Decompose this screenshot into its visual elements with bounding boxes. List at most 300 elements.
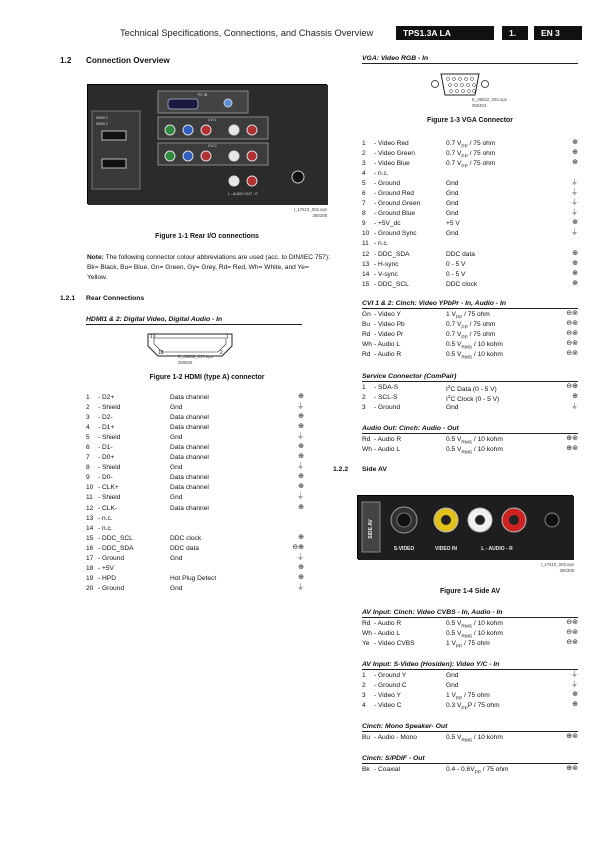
value-subscript: RMS	[461, 355, 473, 361]
pin-value: DDC clock	[446, 280, 478, 288]
pin-name: - DDC_SCL	[374, 280, 409, 288]
table-row	[362, 403, 578, 413]
pin-name: - Ground	[374, 180, 401, 188]
pin-description: DDC data	[170, 544, 199, 552]
table-row	[86, 413, 308, 423]
pin-name: - Audio R	[374, 436, 402, 443]
pin-name: - Ground Blue	[374, 210, 416, 218]
figure-1-3-caption: Figure 1-3 VGA Connector	[427, 117, 513, 124]
figure-1-4-id: I_17610_003.eps 280308	[540, 562, 574, 573]
hdmi-pin-table	[86, 393, 308, 594]
pin-name: - Video CVBS	[374, 640, 415, 648]
pin-description: Gnd	[170, 554, 183, 562]
pin-number: 10	[86, 484, 94, 492]
pin-number: Rd	[362, 620, 371, 627]
pin-name: - CLK-	[98, 504, 118, 512]
gnd-icon: ⏚	[297, 463, 304, 471]
pin-name: - Ground	[374, 404, 401, 412]
pin-name: - Audio L	[374, 446, 401, 454]
pin-name: - Video Y	[374, 311, 401, 318]
pin-number: 3	[362, 160, 366, 168]
value-subscript: 2	[447, 395, 451, 401]
svg-text:VIDEO IN: VIDEO IN	[435, 546, 457, 552]
gnd-icon: ⏚	[571, 189, 578, 197]
value-subscript: 2	[447, 385, 451, 390]
pin-name: - DDC_SDA	[98, 544, 134, 552]
gnd-icon: ⏚	[297, 433, 304, 441]
side-av-photo	[357, 495, 573, 559]
pin-name: - Shield	[98, 494, 121, 502]
pin-number: 18	[86, 564, 94, 572]
pin-number: Bu	[362, 321, 371, 329]
in-out-icon: ⊕	[572, 149, 578, 157]
pin-number: 11	[86, 494, 93, 502]
pin-value: $I_2C$ Clock (0 - 5 V)	[446, 395, 500, 404]
pin-value: Gnd	[446, 180, 459, 188]
pin-number: 1	[86, 394, 90, 401]
value-subscript: PP	[461, 144, 468, 150]
table-row	[362, 681, 578, 691]
in-out-icon: ⊕	[572, 393, 578, 401]
table-row	[362, 765, 578, 775]
pin-name: - Ground Green	[374, 200, 421, 208]
table-row	[86, 433, 308, 443]
pin-number: 11	[362, 240, 369, 248]
pin-number: 13	[362, 260, 370, 268]
pin-number: 12	[86, 504, 94, 512]
pin-number: Bk	[362, 766, 370, 773]
table-row	[362, 149, 578, 159]
hdmi-heading: HDMI1 & 2: Digital Video, Digital Audio - In	[86, 316, 223, 323]
gnd-icon: ⏚	[297, 583, 304, 591]
pin-name: - Audio R	[374, 620, 402, 627]
table-row	[86, 574, 308, 584]
pin-value: 0.7 $V_{PP} / 75$ ohm	[446, 331, 496, 341]
pin-number: 19	[86, 574, 94, 582]
gnd-icon: ⏚	[571, 403, 578, 411]
value-subscript: RMS	[461, 624, 473, 630]
side-av-drawing	[358, 496, 574, 560]
pin-value: 1 $V_{PP} / 75$ ohm	[446, 311, 490, 321]
pin-description: DDC clock	[170, 534, 202, 542]
svideo-heading-rule	[362, 669, 578, 670]
table-row	[362, 159, 578, 169]
spdif-heading-rule	[362, 763, 578, 764]
pin-number: 9	[86, 474, 90, 482]
jack-out-icon: ⊕⊚	[566, 435, 578, 442]
svg-text:S-VIDEO: S-VIDEO	[393, 546, 415, 552]
table-row	[86, 554, 308, 564]
section-title-side-av: Side AV	[362, 466, 387, 473]
svg-text:SIDE AV: SIDE AV	[368, 519, 374, 539]
in-out-icon: ⊕	[298, 453, 304, 461]
value-subscript: PP	[461, 706, 468, 712]
jack-in-icon: ⊖⊚	[566, 310, 578, 317]
pin-name: - n.c.	[374, 240, 389, 248]
value-subscript: PP	[461, 164, 468, 170]
pin-name: - Video Blue	[374, 160, 410, 168]
value-subscript: PP	[461, 154, 468, 160]
spdif-pin-table	[362, 765, 578, 775]
pin-description: Gnd	[170, 464, 183, 472]
in-out-icon: ⊕	[572, 139, 578, 146]
pin-number: 13	[86, 514, 94, 522]
pin-name: - Ground	[98, 584, 125, 592]
gnd-icon: ⏚	[571, 209, 578, 217]
pin-number: 14	[86, 524, 94, 532]
table-row	[362, 350, 578, 360]
pin-number: Rd	[362, 436, 371, 443]
pin-name: - V-sync	[374, 270, 398, 278]
in-out-icon: ⊕	[298, 443, 304, 451]
section-number-1-2-1: 1.2.1	[60, 295, 76, 302]
table-row	[86, 504, 308, 514]
pin-name: - Video Pr	[374, 331, 404, 339]
in-out-icon: ⊕	[298, 393, 304, 400]
table-row	[86, 463, 308, 473]
pin-number: 1	[362, 672, 366, 679]
value-subscript: PP	[455, 696, 463, 702]
table-row	[86, 423, 308, 433]
table-row	[362, 619, 578, 629]
in-out-icon: ⊕	[298, 483, 304, 491]
pin-number: Wh	[362, 630, 372, 638]
pin-number: 15	[362, 280, 370, 288]
pin-value: Gnd	[446, 682, 459, 690]
table-row	[86, 473, 308, 483]
pin-value: 0.7 $V_{PP} / 75$ ohm	[446, 150, 496, 160]
jack-in-icon: ⊖⊚	[566, 639, 578, 647]
pin-value: 0.7 $V_{PP} / 75$ ohm	[446, 160, 496, 170]
pin-number: 17	[86, 554, 94, 562]
pin-number: 20	[86, 584, 94, 592]
pin-description: Gnd	[170, 494, 183, 502]
colour-note: Note: The following connector colour abbreviations are used (acc. to DIN/IEC 757): Bk= Black, Bu= Blue, Gn= Green, Gy= Grey, Rd= Red, Wh= White, and Ye= Yellow.	[87, 254, 330, 281]
pin-number: 2	[86, 404, 90, 412]
table-row	[362, 209, 578, 219]
rear-io-photo	[87, 84, 327, 204]
pin-value: Gnd	[446, 210, 459, 218]
pin-name: - Audio R	[374, 351, 402, 359]
pin-name: - +5V_dc	[374, 220, 401, 228]
pin-description: Data channel	[170, 504, 209, 512]
pin-number: Bu	[362, 734, 371, 741]
pin-description: Data channel	[170, 474, 209, 482]
table-row	[362, 671, 578, 681]
pin-description: Data channel	[170, 394, 209, 401]
table-row	[362, 310, 578, 320]
pin-name: - Coaxial	[374, 766, 401, 773]
hdmi-heading-rule	[86, 324, 302, 325]
service-pin-table	[362, 383, 578, 413]
pin-value: 0.5 $V_{RMS} / 10$ kohm	[446, 436, 503, 446]
table-row	[86, 524, 308, 534]
pin-value: 0.5 $V_{RMS} / 10$ kohm	[446, 446, 503, 456]
pin-number: 3	[362, 692, 366, 700]
svg-text:PC IN: PC IN	[198, 93, 208, 97]
pin-number: 4	[362, 702, 366, 710]
pin-number: 14	[362, 270, 370, 278]
pin-description: Data channel	[170, 444, 209, 452]
pin-name: - Shield	[98, 404, 121, 412]
gnd-icon: ⏚	[571, 229, 578, 237]
mono-pin-table	[362, 733, 578, 743]
pin-name: - D0-	[98, 474, 113, 482]
pin-number: Wh	[362, 341, 372, 349]
table-row	[362, 250, 578, 260]
pin-value: 0.5 $V_{RMS} / 10$ kohm	[446, 630, 503, 640]
pin-name: - DDC_SDA	[374, 250, 410, 258]
pin-name: - Audio L	[374, 341, 401, 349]
table-row	[362, 320, 578, 330]
pin-value: 0.5 $V_{RMS} / 10$ kohm	[446, 341, 503, 351]
table-row	[362, 260, 578, 270]
pin-name: - SDA-S	[374, 384, 399, 391]
av-input-pin-table	[362, 619, 578, 649]
pin-value: Gnd	[446, 190, 459, 198]
gnd-icon: ⏚	[571, 199, 578, 207]
value-subscript: RMS	[461, 345, 473, 351]
pin-name: - Ground Red	[374, 190, 414, 198]
in-out-icon: ⊕	[572, 249, 578, 257]
jack-in-icon: ⊖⊚	[566, 320, 578, 328]
pin-value: +5 V	[446, 220, 460, 228]
hdmi-connector-diagram: 19 1 18 2	[140, 330, 240, 364]
table-row	[362, 169, 578, 179]
pin-value: DDC data	[446, 250, 475, 258]
in-out-icon: ⊕	[572, 269, 578, 277]
in-out-icon: ⊕	[298, 473, 304, 481]
bidir-icon: ⊖⊕	[292, 543, 304, 551]
vga-heading: VGA: Video RGB - In	[362, 55, 429, 62]
in-out-icon: ⊕	[572, 691, 578, 699]
pin-number: 6	[86, 444, 90, 452]
in-out-icon: ⊕	[298, 423, 304, 431]
pin-number: 1	[362, 384, 366, 391]
pin-number: 16	[86, 544, 94, 552]
in-out-icon: ⊕	[298, 413, 304, 421]
pin-description: Hot Plug Detect	[170, 574, 217, 582]
pin-name: - D0+	[98, 454, 115, 462]
pin-name: - Video C	[374, 702, 402, 710]
pin-number: 8	[86, 464, 90, 472]
table-row	[362, 733, 578, 743]
pin-name: - D2+	[98, 394, 115, 401]
pin-name: - +5V	[98, 564, 114, 572]
pin-name: - Video Red	[374, 140, 409, 147]
header-page-tag: EN 3	[534, 26, 582, 40]
jack-out-icon: ⊕⊚	[566, 765, 578, 772]
figure-1-1-id: I_17610_002.eps 280308	[293, 207, 327, 218]
in-out-icon: ⊕	[572, 259, 578, 267]
pin-value: $0.4 - 0.6V_{PP} / 75$ ohm	[446, 766, 509, 776]
table-row	[362, 629, 578, 639]
pin-value: 0 - 5 V	[446, 270, 466, 278]
pin-name: - Ground Y	[374, 672, 407, 679]
pin-description: Data channel	[170, 484, 209, 492]
value-subscript: RMS	[461, 440, 473, 446]
svg-text:L - AUDIO OUT - R: L - AUDIO OUT - R	[228, 192, 258, 196]
pin-description: Gnd	[170, 404, 183, 412]
jack-in-icon: ⊖⊚	[566, 340, 578, 348]
table-row	[86, 544, 308, 554]
figure-1-2-caption: Figure 1-2 HDMI (type A) connector	[149, 374, 265, 381]
value-subscript: PP	[461, 325, 468, 331]
gnd-icon: ⏚	[571, 671, 578, 678]
gnd-icon: ⏚	[297, 493, 304, 501]
pin-value: Gnd	[446, 672, 459, 679]
value-subscript: PP	[474, 770, 481, 776]
table-row	[362, 270, 578, 280]
value-subscript: RMS	[461, 450, 473, 456]
table-row	[86, 393, 308, 403]
pin-name: - Ground	[98, 554, 125, 562]
pin-number: 3	[86, 414, 90, 422]
table-row	[362, 393, 578, 403]
table-row	[86, 564, 308, 574]
service-heading-rule	[362, 381, 578, 382]
in-out-icon: ⊕	[572, 159, 578, 167]
svideo-pin-table	[362, 671, 578, 711]
pin-value: Gnd	[446, 230, 459, 238]
table-row	[362, 179, 578, 189]
table-row	[86, 453, 308, 463]
jack-in-icon: ⊖⊚	[566, 330, 578, 338]
pin-name: - H-sync	[374, 260, 399, 268]
cvi-heading-rule	[362, 308, 578, 309]
pin-number: 1	[362, 140, 366, 147]
figure-1-1-caption: Figure 1-1 Rear I/O connections	[155, 233, 259, 240]
table-row	[362, 639, 578, 649]
jack-in-icon: ⊖⊚	[566, 619, 578, 626]
av-input-heading: AV Input: Cinch: Video CVBS - In, Audio - In	[362, 609, 503, 616]
table-row	[362, 189, 578, 199]
pin-name: - CLK+	[98, 484, 119, 492]
pin-name: - n.c.	[98, 514, 113, 522]
pin-name: - Shield	[98, 434, 121, 442]
pin-value: Gnd	[446, 404, 459, 412]
section-title-connection-overview: Connection Overview	[86, 56, 170, 65]
audio-out-pin-table	[362, 435, 578, 455]
table-row	[86, 534, 308, 544]
page-header	[0, 26, 596, 42]
pin-number: 3	[362, 404, 366, 412]
table-row	[362, 701, 578, 711]
pin-number: 4	[362, 170, 366, 178]
table-row	[86, 493, 308, 503]
pin-name: - D2-	[98, 414, 113, 422]
table-row	[362, 280, 578, 290]
spdif-heading: Cinch: S/PDIF - Out	[362, 755, 425, 762]
section-number-1-2-2: 1.2.2	[333, 466, 349, 473]
svg-text:L - AUDIO - R: L - AUDIO - R	[481, 546, 513, 552]
pin-name: - n.c.	[374, 170, 389, 178]
cvi-pin-table	[362, 310, 578, 360]
pin-value: 0.5 $V_{RMS} / 10$ kohm	[446, 734, 503, 744]
label-hdmi2: HDMI 2	[96, 122, 108, 126]
pin-number: Wh	[362, 446, 372, 454]
pin-name: - n.c.	[98, 524, 113, 532]
pin-value: $I_2C$ Data (0 - 5 V)	[446, 385, 497, 394]
pin-number: 8	[362, 210, 366, 218]
table-row	[362, 691, 578, 701]
audio-out-heading-rule	[362, 433, 578, 434]
in-out-icon: ⊕	[572, 219, 578, 227]
pin-name: - D1+	[98, 424, 115, 432]
pin-value: 0.7 $V_{PP} / 75$ ohm	[446, 140, 496, 150]
pin-name: - HPD	[98, 574, 116, 582]
pin-number: 5	[86, 434, 90, 442]
in-out-icon: ⊕	[572, 701, 578, 709]
pin-number: 2	[362, 150, 366, 158]
svg-text:CVI 1: CVI 1	[208, 118, 217, 122]
gnd-icon: ⏚	[297, 553, 304, 561]
pin-description: Gnd	[170, 434, 183, 442]
table-row	[362, 435, 578, 445]
pin-number: 10	[362, 230, 370, 238]
cvi-heading: CVI 1 & 2: Cinch: Video YPbPr - In, Audio - In	[362, 300, 507, 307]
pin-number: Rd	[362, 331, 371, 339]
pin-name: - Video Green	[374, 150, 415, 158]
jack-in-icon: ⊖⊚	[566, 629, 578, 637]
pin-description: Data channel	[170, 414, 209, 422]
pin-description: Data channel	[170, 424, 209, 432]
table-row	[86, 443, 308, 453]
pin-value: 0 - 5 V	[446, 260, 466, 268]
in-out-icon: ⊕	[298, 503, 304, 511]
jack-out-icon: ⊕⊚	[566, 445, 578, 453]
audio-out-heading: Audio Out: Cinch: Audio - Out	[362, 425, 459, 432]
table-row	[362, 239, 578, 249]
mono-heading-rule	[362, 731, 578, 732]
pin-number: 5	[362, 180, 366, 188]
pin-name: - DDC_SCL	[98, 534, 133, 542]
table-row	[86, 483, 308, 493]
figure-1-3-id: E_06532_002.eps 050404	[472, 97, 507, 108]
pin-number: 9	[362, 220, 366, 228]
pin-number: 15	[86, 534, 94, 542]
table-row	[86, 584, 308, 594]
table-row	[362, 199, 578, 209]
in-out-icon: ⊕	[572, 279, 578, 287]
pin-name: - Video Y	[374, 692, 401, 700]
pin-number: 2	[362, 682, 366, 690]
in-out-icon: ⊕	[298, 533, 304, 541]
pin-name: - Audio - Mono	[374, 734, 417, 741]
pin-name: - Shield	[98, 464, 121, 472]
pin-name: - Ground Sync	[374, 230, 417, 238]
bidir-icon: ⊖⊕	[566, 383, 578, 390]
jack-in-icon: ⊖⊚	[566, 350, 578, 358]
pin-value: 0.3 $V_{PP}P / 75$ ohm	[446, 702, 500, 712]
svg-text:CVI 2: CVI 2	[208, 144, 217, 148]
value-subscript: PP	[455, 644, 463, 650]
section-title-rear-connections: Rear Connections	[86, 295, 145, 302]
service-heading: Service Connector (ComPair)	[362, 373, 457, 380]
pin-number: Ye	[362, 640, 370, 648]
jack-out-icon: ⊕⊚	[566, 733, 578, 740]
header-model-tag: TPS1.3A LA	[396, 26, 494, 40]
value-subscript: PP	[455, 315, 463, 321]
vga-pin-table	[362, 139, 578, 290]
table-row	[86, 403, 308, 413]
table-row	[362, 330, 578, 340]
svideo-heading: AV Input: S-Video (Hosiden): Video Y/C - In	[362, 661, 500, 668]
pin-number: 7	[362, 200, 366, 208]
figure-1-2-id: E_06532_017.eps 250505	[178, 354, 213, 365]
rear-io-drawing	[88, 85, 328, 205]
value-subscript: PP	[461, 335, 468, 341]
